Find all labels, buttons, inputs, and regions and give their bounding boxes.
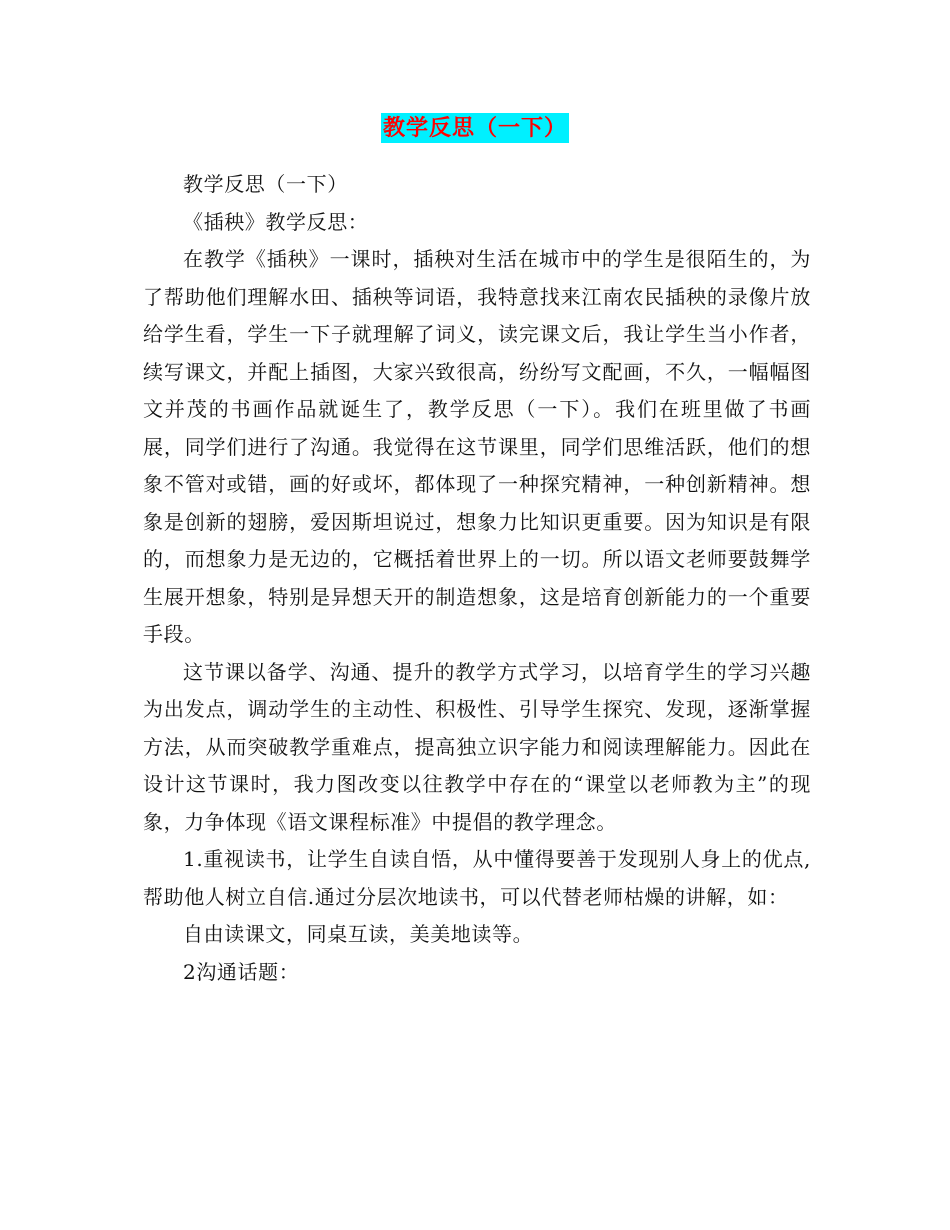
document-body bbox=[143, 166, 811, 991]
paragraph-2: 这节课以备学、沟通、提升的教学方式学习，以培育学生的学习兴趣为出发点，调动学生的主动性、积极性、引导学生探究、发现，逐渐掌握方法，从而突破教学重难点，提高独立识字能力和阅读理解能力。因此在设计这节课时，我力图改变以往教学中存在的“课堂以老师教为主”的现象，力争体现《语文课程标准》中提倡的教学理念。 bbox=[143, 659, 811, 834]
paragraph-subheading: 《插秧》教学反思： bbox=[183, 209, 369, 234]
paragraph-1: 在教学《插秧》一课时，插秧对生活在城市中的学生是很陌生的，为了帮助他们理解水田、插秧等词语，我特意找来江南农民插秧的录像片放给学生看，学生一下子就理解了词义，读完课文后，我让学生当小作者，续写课文，并配上插图，大家兴致很高，纷纷写文配画，不久，一幅幅图文并茂的书画作品就诞生了，教学反思（一下）。我们在班里做了书画展，同学们进行了沟通。我觉得在这节课里，同学们思维活跃，他们的想象不管对或错，画的好或坏，都体现了一种探究精神，一种创新精神。想象是创新的翅膀，爱因斯坦说过，想象力比知识更重要。因为知识是有限的，而想象力是无边的，它概括着世界上的一切。所以语文老师要鼓舞学生展开想象，特别是异想天开的制造想象，这是培育创新能力的一个重要手段。 bbox=[143, 247, 811, 646]
paragraph-heading: 教学反思（一下） bbox=[183, 172, 348, 196]
document-title: 教学反思（一下） bbox=[382, 115, 567, 141]
paragraph-3: 1.重视读书，让学生自读自悟，从中懂得要善于发现别人身上的优点,帮助他人树立自信.通过分层次地读书，可以代替老师枯燥的讲解，如： bbox=[143, 847, 811, 909]
paragraph-4: 自由读课文，同桌互读，美美地读等。 bbox=[183, 922, 534, 946]
paragraph-5: 2沟通话题： bbox=[183, 959, 300, 984]
title-container bbox=[0, 113, 950, 143]
